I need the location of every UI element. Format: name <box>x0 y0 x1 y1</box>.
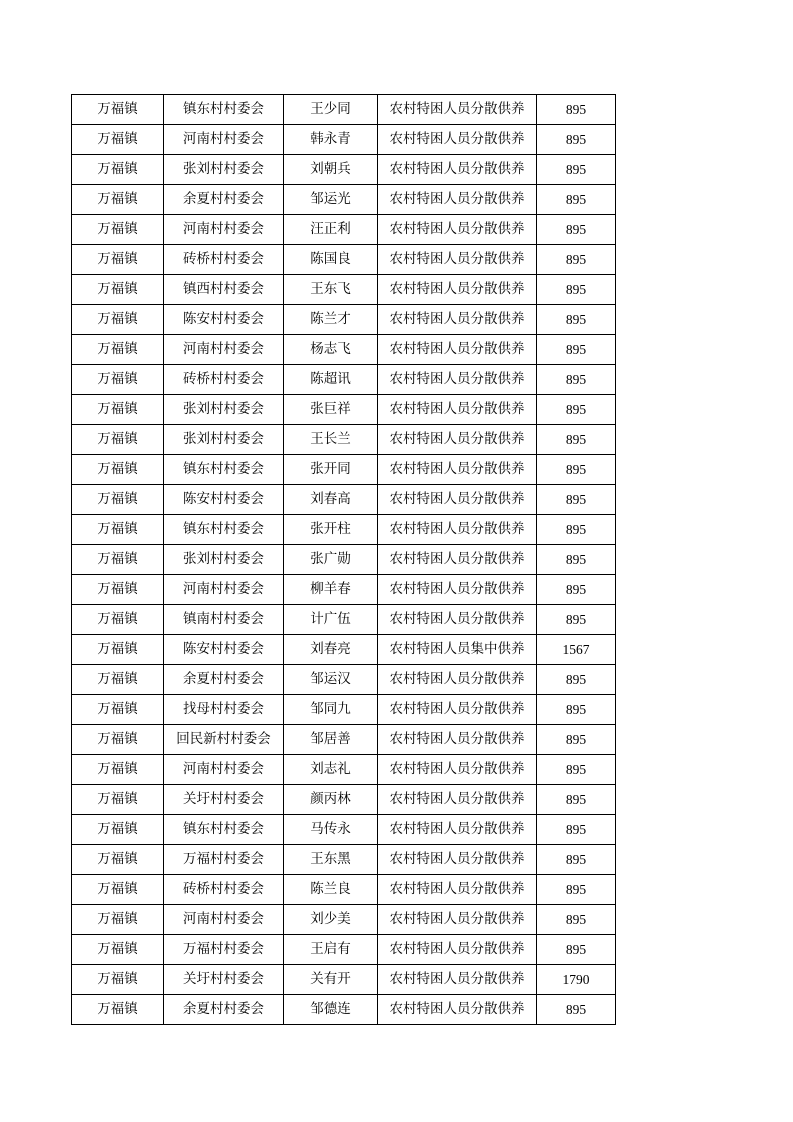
cell-person-name: 张广勋 <box>284 545 378 575</box>
cell-amount: 895 <box>537 95 616 125</box>
cell-town: 万福镇 <box>72 395 164 425</box>
cell-town: 万福镇 <box>72 755 164 785</box>
cell-person-name: 邹同九 <box>284 695 378 725</box>
cell-village: 镇东村村委会 <box>164 455 284 485</box>
cell-assistance-type: 农村特困人员分散供养 <box>378 575 537 605</box>
cell-assistance-type: 农村特困人员分散供养 <box>378 815 537 845</box>
cell-village: 余夏村村委会 <box>164 185 284 215</box>
cell-village: 镇东村村委会 <box>164 95 284 125</box>
cell-assistance-type: 农村特困人员分散供养 <box>378 95 537 125</box>
cell-town: 万福镇 <box>72 185 164 215</box>
cell-village: 关圩村村委会 <box>164 965 284 995</box>
cell-town: 万福镇 <box>72 635 164 665</box>
cell-village: 张刘村村委会 <box>164 395 284 425</box>
cell-town: 万福镇 <box>72 575 164 605</box>
cell-town: 万福镇 <box>72 275 164 305</box>
cell-village: 砖桥村村委会 <box>164 875 284 905</box>
cell-assistance-type: 农村特困人员分散供养 <box>378 695 537 725</box>
cell-amount: 895 <box>537 365 616 395</box>
cell-amount: 895 <box>537 545 616 575</box>
cell-village: 砖桥村村委会 <box>164 365 284 395</box>
cell-assistance-type: 农村特困人员分散供养 <box>378 365 537 395</box>
cell-village: 砖桥村村委会 <box>164 245 284 275</box>
cell-town: 万福镇 <box>72 995 164 1025</box>
cell-amount: 1790 <box>537 965 616 995</box>
cell-amount: 895 <box>537 875 616 905</box>
cell-person-name: 张巨祥 <box>284 395 378 425</box>
cell-assistance-type: 农村特困人员分散供养 <box>378 455 537 485</box>
cell-town: 万福镇 <box>72 365 164 395</box>
cell-town: 万福镇 <box>72 905 164 935</box>
cell-amount: 895 <box>537 215 616 245</box>
table-row <box>72 395 616 425</box>
cell-village: 河南村村委会 <box>164 755 284 785</box>
cell-assistance-type: 农村特困人员分散供养 <box>378 785 537 815</box>
cell-amount: 895 <box>537 755 616 785</box>
table-row <box>72 335 616 365</box>
cell-assistance-type: 农村特困人员分散供养 <box>378 605 537 635</box>
cell-person-name: 王启有 <box>284 935 378 965</box>
cell-village: 关圩村村委会 <box>164 785 284 815</box>
cell-village: 张刘村村委会 <box>164 155 284 185</box>
cell-amount: 895 <box>537 935 616 965</box>
cell-assistance-type: 农村特困人员分散供养 <box>378 215 537 245</box>
cell-person-name: 颜丙林 <box>284 785 378 815</box>
cell-assistance-type: 农村特困人员分散供养 <box>378 305 537 335</box>
cell-person-name: 王少同 <box>284 95 378 125</box>
cell-person-name: 刘春亮 <box>284 635 378 665</box>
cell-amount: 895 <box>537 905 616 935</box>
cell-village: 河南村村委会 <box>164 575 284 605</box>
table-row <box>72 815 616 845</box>
roster-body <box>72 95 616 1025</box>
cell-person-name: 邹运汉 <box>284 665 378 695</box>
relief-roster-table <box>71 94 616 1025</box>
cell-village: 陈安村村委会 <box>164 305 284 335</box>
cell-town: 万福镇 <box>72 815 164 845</box>
cell-person-name: 汪正利 <box>284 215 378 245</box>
cell-person-name: 邹德连 <box>284 995 378 1025</box>
cell-amount: 895 <box>537 575 616 605</box>
table-row <box>72 125 616 155</box>
cell-person-name: 刘少美 <box>284 905 378 935</box>
cell-assistance-type: 农村特困人员分散供养 <box>378 935 537 965</box>
cell-town: 万福镇 <box>72 785 164 815</box>
cell-amount: 895 <box>537 845 616 875</box>
cell-assistance-type: 农村特困人员分散供养 <box>378 905 537 935</box>
cell-amount: 895 <box>537 185 616 215</box>
cell-town: 万福镇 <box>72 305 164 335</box>
cell-village: 镇东村村委会 <box>164 515 284 545</box>
cell-town: 万福镇 <box>72 605 164 635</box>
cell-village: 余夏村村委会 <box>164 995 284 1025</box>
table-row <box>72 425 616 455</box>
table-row <box>72 785 616 815</box>
cell-person-name: 刘春高 <box>284 485 378 515</box>
cell-town: 万福镇 <box>72 425 164 455</box>
cell-person-name: 柳羊春 <box>284 575 378 605</box>
cell-town: 万福镇 <box>72 245 164 275</box>
cell-amount: 895 <box>537 335 616 365</box>
cell-assistance-type: 农村特困人员分散供养 <box>378 155 537 185</box>
cell-amount: 895 <box>537 815 616 845</box>
cell-assistance-type: 农村特困人员分散供养 <box>378 335 537 365</box>
table-row <box>72 455 616 485</box>
cell-town: 万福镇 <box>72 935 164 965</box>
cell-town: 万福镇 <box>72 695 164 725</box>
cell-village: 找母村村委会 <box>164 695 284 725</box>
cell-town: 万福镇 <box>72 545 164 575</box>
cell-village: 张刘村村委会 <box>164 545 284 575</box>
table-row <box>72 755 616 785</box>
cell-town: 万福镇 <box>72 725 164 755</box>
table-row <box>72 905 616 935</box>
cell-village: 镇东村村委会 <box>164 815 284 845</box>
cell-assistance-type: 农村特困人员分散供养 <box>378 545 537 575</box>
cell-assistance-type: 农村特困人员集中供养 <box>378 635 537 665</box>
table-row <box>72 845 616 875</box>
cell-person-name: 王长兰 <box>284 425 378 455</box>
cell-person-name: 陈超讯 <box>284 365 378 395</box>
cell-person-name: 邹运光 <box>284 185 378 215</box>
cell-assistance-type: 农村特困人员分散供养 <box>378 875 537 905</box>
cell-assistance-type: 农村特困人员分散供养 <box>378 395 537 425</box>
cell-assistance-type: 农村特困人员分散供养 <box>378 755 537 785</box>
cell-assistance-type: 农村特困人员分散供养 <box>378 995 537 1025</box>
cell-assistance-type: 农村特困人员分散供养 <box>378 965 537 995</box>
cell-person-name: 刘朝兵 <box>284 155 378 185</box>
table-row <box>72 245 616 275</box>
cell-amount: 895 <box>537 245 616 275</box>
cell-village: 河南村村委会 <box>164 125 284 155</box>
cell-assistance-type: 农村特困人员分散供养 <box>378 185 537 215</box>
cell-assistance-type: 农村特困人员分散供养 <box>378 725 537 755</box>
cell-village: 陈安村村委会 <box>164 635 284 665</box>
cell-village: 余夏村村委会 <box>164 665 284 695</box>
cell-village: 河南村村委会 <box>164 215 284 245</box>
table-row <box>72 665 616 695</box>
cell-assistance-type: 农村特困人员分散供养 <box>378 425 537 455</box>
cell-amount: 895 <box>537 125 616 155</box>
cell-assistance-type: 农村特困人员分散供养 <box>378 245 537 275</box>
table-row <box>72 995 616 1025</box>
cell-amount: 1567 <box>537 635 616 665</box>
cell-amount: 895 <box>537 665 616 695</box>
table-row <box>72 605 616 635</box>
cell-person-name: 邹居善 <box>284 725 378 755</box>
cell-town: 万福镇 <box>72 125 164 155</box>
table-row <box>72 485 616 515</box>
cell-amount: 895 <box>537 725 616 755</box>
cell-assistance-type: 农村特困人员分散供养 <box>378 845 537 875</box>
cell-assistance-type: 农村特困人员分散供养 <box>378 665 537 695</box>
cell-village: 陈安村村委会 <box>164 485 284 515</box>
cell-assistance-type: 农村特困人员分散供养 <box>378 485 537 515</box>
cell-town: 万福镇 <box>72 965 164 995</box>
cell-village: 镇西村村委会 <box>164 275 284 305</box>
cell-amount: 895 <box>537 995 616 1025</box>
table-row <box>72 215 616 245</box>
cell-person-name: 计广伍 <box>284 605 378 635</box>
table-row <box>72 575 616 605</box>
cell-village: 回民新村村委会 <box>164 725 284 755</box>
table-row <box>72 365 616 395</box>
cell-person-name: 韩永青 <box>284 125 378 155</box>
table-row <box>72 305 616 335</box>
cell-village: 镇南村村委会 <box>164 605 284 635</box>
cell-person-name: 王东飞 <box>284 275 378 305</box>
table-row <box>72 155 616 185</box>
cell-person-name: 陈国良 <box>284 245 378 275</box>
table-row <box>72 545 616 575</box>
cell-person-name: 张开柱 <box>284 515 378 545</box>
cell-person-name: 陈兰良 <box>284 875 378 905</box>
table-row <box>72 935 616 965</box>
cell-village: 张刘村村委会 <box>164 425 284 455</box>
table-row <box>72 695 616 725</box>
cell-assistance-type: 农村特困人员分散供养 <box>378 275 537 305</box>
table-row <box>72 635 616 665</box>
cell-town: 万福镇 <box>72 155 164 185</box>
table-row <box>72 875 616 905</box>
cell-amount: 895 <box>537 155 616 185</box>
cell-village: 河南村村委会 <box>164 335 284 365</box>
cell-amount: 895 <box>537 305 616 335</box>
cell-town: 万福镇 <box>72 215 164 245</box>
cell-person-name: 刘志礼 <box>284 755 378 785</box>
cell-amount: 895 <box>537 515 616 545</box>
cell-person-name: 马传永 <box>284 815 378 845</box>
cell-village: 万福村村委会 <box>164 845 284 875</box>
table-row <box>72 725 616 755</box>
cell-town: 万福镇 <box>72 455 164 485</box>
cell-amount: 895 <box>537 425 616 455</box>
cell-town: 万福镇 <box>72 485 164 515</box>
table-row <box>72 275 616 305</box>
cell-person-name: 王东黑 <box>284 845 378 875</box>
cell-person-name: 陈兰才 <box>284 305 378 335</box>
cell-town: 万福镇 <box>72 845 164 875</box>
table-row <box>72 95 616 125</box>
cell-village: 万福村村委会 <box>164 935 284 965</box>
cell-town: 万福镇 <box>72 665 164 695</box>
cell-amount: 895 <box>537 455 616 485</box>
cell-village: 河南村村委会 <box>164 905 284 935</box>
cell-town: 万福镇 <box>72 875 164 905</box>
cell-assistance-type: 农村特困人员分散供养 <box>378 125 537 155</box>
cell-amount: 895 <box>537 395 616 425</box>
cell-town: 万福镇 <box>72 95 164 125</box>
cell-amount: 895 <box>537 695 616 725</box>
table-row <box>72 965 616 995</box>
cell-amount: 895 <box>537 605 616 635</box>
cell-assistance-type: 农村特困人员分散供养 <box>378 515 537 545</box>
cell-town: 万福镇 <box>72 335 164 365</box>
cell-person-name: 杨志飞 <box>284 335 378 365</box>
table-row <box>72 185 616 215</box>
table-row <box>72 515 616 545</box>
cell-person-name: 张开同 <box>284 455 378 485</box>
cell-amount: 895 <box>537 275 616 305</box>
cell-person-name: 关有开 <box>284 965 378 995</box>
cell-amount: 895 <box>537 785 616 815</box>
cell-amount: 895 <box>537 485 616 515</box>
cell-town: 万福镇 <box>72 515 164 545</box>
